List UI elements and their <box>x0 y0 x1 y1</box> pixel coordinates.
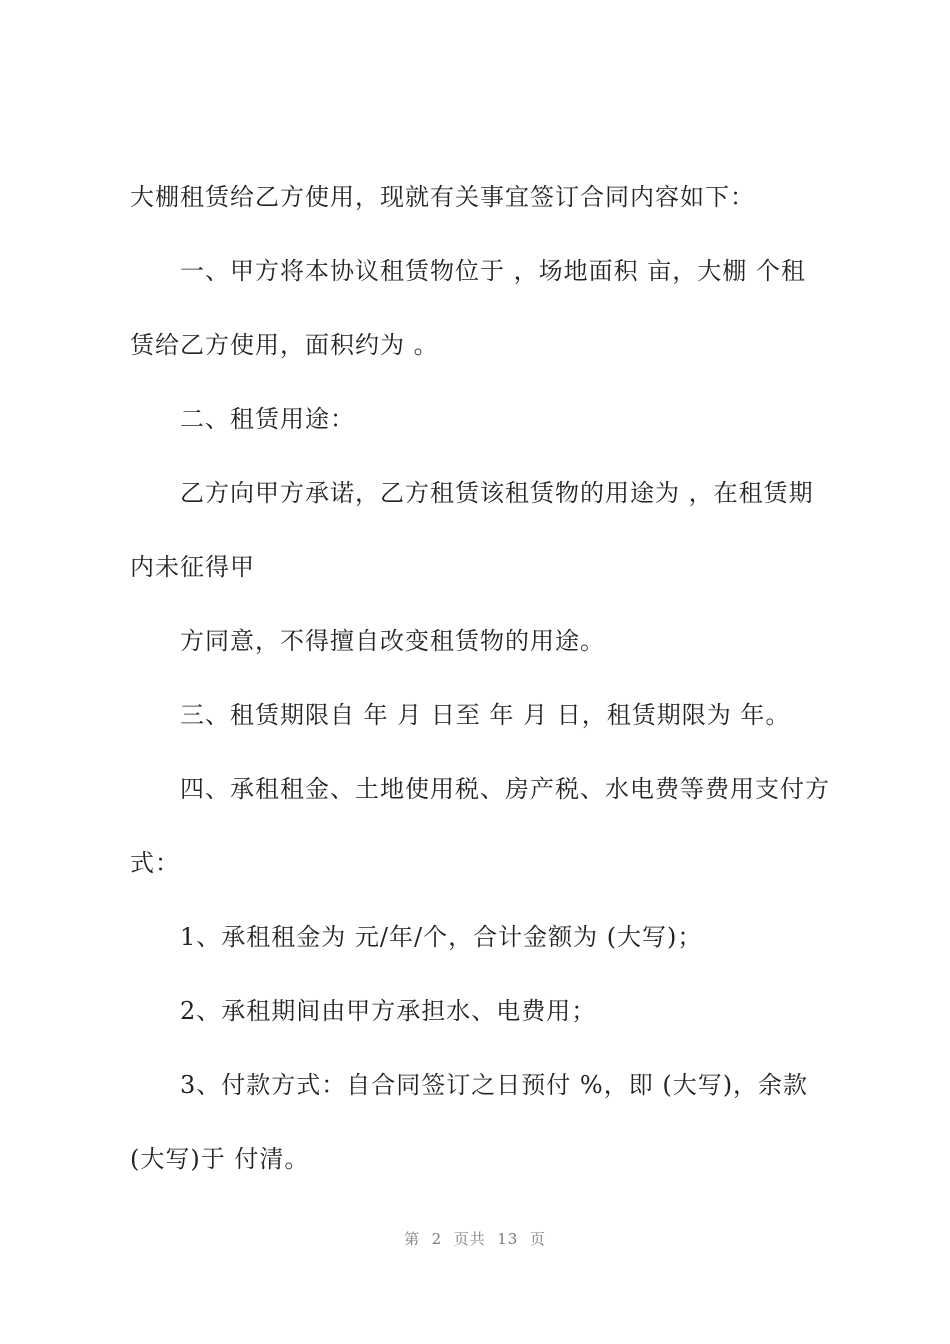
page-number: 第 2 页共 13 页 <box>404 1230 546 1248</box>
text-line: 方同意，不得擅自改变租赁物的用途。 <box>180 627 605 655</box>
text-line: 赁给乙方使用，面积约为 。 <box>130 331 439 359</box>
text-line: 四、承租租金、土地使用税、房产税、水电费等费用支付方 <box>180 775 830 803</box>
text-line: 三、租赁期限自 年 月 日至 年 月 日，租赁期限为 年。 <box>180 701 791 729</box>
text-line: 2、承租期间由甲方承担水、电费用； <box>180 997 597 1025</box>
text-line: 二、租赁用途： <box>180 405 355 433</box>
text-line: 乙方向甲方承诺，乙方租赁该租赁物的用途为 ，在租赁期 <box>180 479 814 507</box>
text-line: 1、承租租金为 元/年/个，合计金额为 (大写)； <box>180 923 703 951</box>
text-line: (大写)于 付清。 <box>130 1145 310 1173</box>
text-line: 内未征得甲 <box>130 553 255 581</box>
text-line: 一、甲方将本协议租赁物位于 ，场地面积 亩，大棚 个租 <box>180 257 806 285</box>
text-line: 大棚租赁给乙方使用，现就有关事宜签订合同内容如下： <box>130 183 755 211</box>
text-line: 式： <box>130 849 180 877</box>
text-line: 3、付款方式：自合同签订之日预付 %，即 (大写)，余款 <box>180 1071 809 1099</box>
